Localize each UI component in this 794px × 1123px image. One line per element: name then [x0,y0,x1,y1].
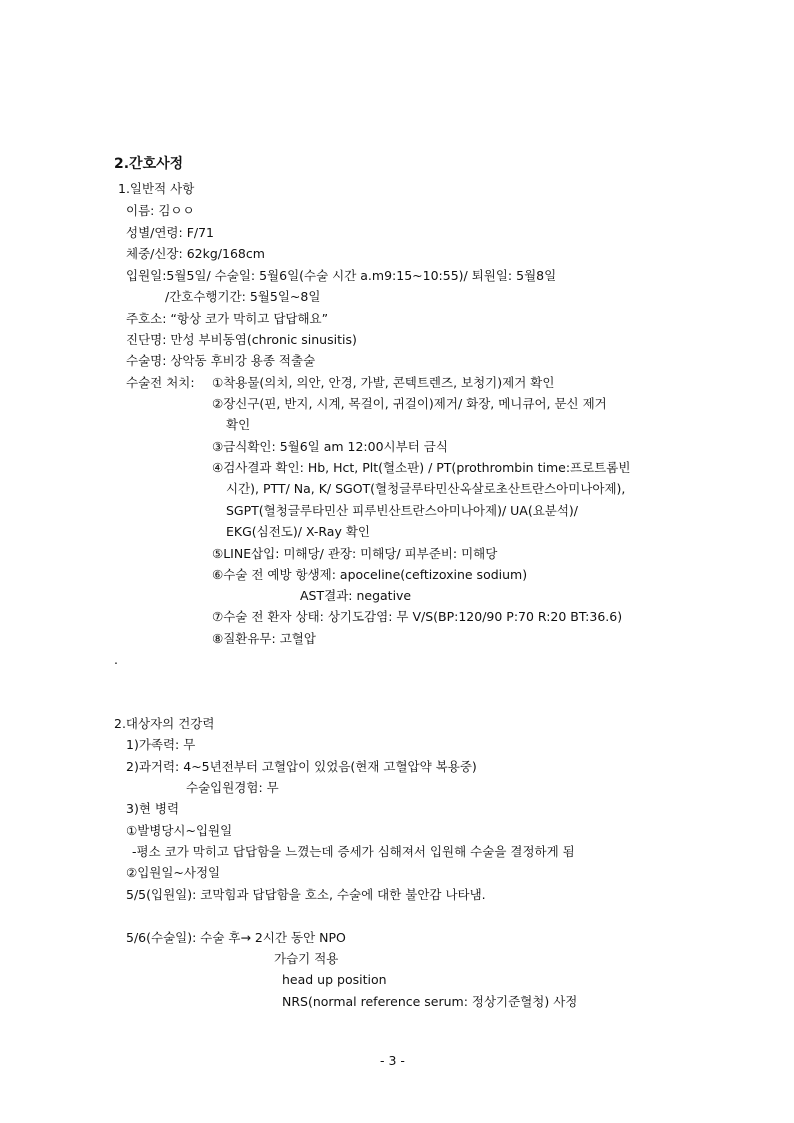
admit-to-assess-heading: ②입원일~사정일 [126,865,221,880]
day2-item-1: 가습기 적용 [274,951,339,966]
admission-dates: 입원일:5월5일/ 수술일: 5월6일(수술 시간 a.m9:15~10:55)/ 퇴원일: 5월8일 [126,268,557,283]
page-number: - 3 - [380,1053,405,1068]
family-history: 1)가족력: 무 [126,737,196,752]
preop-item-6: ⑥수술 전 예방 항생제: apoceline(ceftizoxine sodium) [212,567,528,582]
day2-note: 5/6(수술일): 수술 후→ 2시간 동안 NPO [126,930,346,945]
stray-dot: . [114,652,118,667]
present-illness: 3)현 병력 [126,801,180,816]
health-heading: 2.대상자의 건강력 [114,716,215,731]
preop-item-7: ⑦수술 전 환자 상태: 상기도감염: 무 V/S(BP:120/90 P:70 R:20 BT:36.6) [212,609,623,624]
day2-item-2: head up position [282,972,387,987]
preop-item-2-cont: 확인 [226,417,251,432]
weight-height: 체중/신장: 62kg/168cm [126,246,265,261]
patient-name: 이름: 김ㅇㅇ [126,203,195,218]
day2-item-3: NRS(normal reference serum: 정상기준혈청) 사정 [282,994,578,1009]
diagnosis: 진단명: 만성 부비동염(chronic sinusitis) [126,332,357,347]
preop-item-3: ③금식확인: 5월6일 am 12:00시부터 금식 [212,439,448,454]
surgery-history: 수술입원경험: 무 [186,780,279,795]
preop-item-6-ast: AST결과: negative [300,588,412,603]
chief-complaint: 주호소: “항상 코가 막히고 답답해요” [126,311,329,326]
section-title: 2.간호사정 [114,156,184,172]
preop-label: 수술전 처치: [126,375,195,390]
past-history: 2)과거력: 4~5년전부터 고혈압이 있었음(현재 고혈압약 복용중) [126,759,477,774]
care-period: /간호수행기간: 5월5일~8일 [165,289,321,304]
onset-heading: ①발병당시~입원일 [126,823,233,838]
sex-age: 성별/연령: F/71 [126,225,215,240]
preop-item-4-cont-1: 시간), PTT/ Na, K/ SGOT(혈청글루타민산옥살로초산트란스아미나아제), [226,481,626,496]
preop-item-1: ①착용물(의치, 의안, 안경, 가발, 콘텍트렌즈, 보청기)제거 확인 [212,375,555,390]
preop-item-2: ②장신구(핀, 반지, 시계, 목걸이, 귀걸이)제거/ 화장, 메니큐어, 문신 제거 [212,396,607,411]
preop-item-4-cont-2: SGPT(혈청글루타민산 피루빈산트란스아미나아제)/ UA(요분석)/ [226,503,579,518]
preop-item-4-cont-3: EKG(심전도)/ X-Ray 확인 [226,524,370,539]
preop-item-4: ④검사결과 확인: Hb, Hct, Plt(혈소판) / PT(prothrombin time:프로트롬빈 [212,460,631,475]
preop-item-8: ⑧질환유무: 고혈압 [212,631,316,646]
general-heading: 1.일반적 사항 [118,181,195,196]
day1-note: 5/5(입원일): 코막힘과 답답함을 호소, 수술에 대한 불안감 나타냄. [126,887,486,902]
onset-detail: -평소 코가 막히고 답답함을 느꼈는데 증세가 심해져서 입원해 수술을 결정하게 됨 [132,844,575,859]
preop-item-5: ⑤LINE삽입: 미해당/ 관장: 미해당/ 피부준비: 미해당 [212,546,498,561]
surgery-name: 수술명: 상악동 후비강 용종 적출술 [126,353,316,368]
